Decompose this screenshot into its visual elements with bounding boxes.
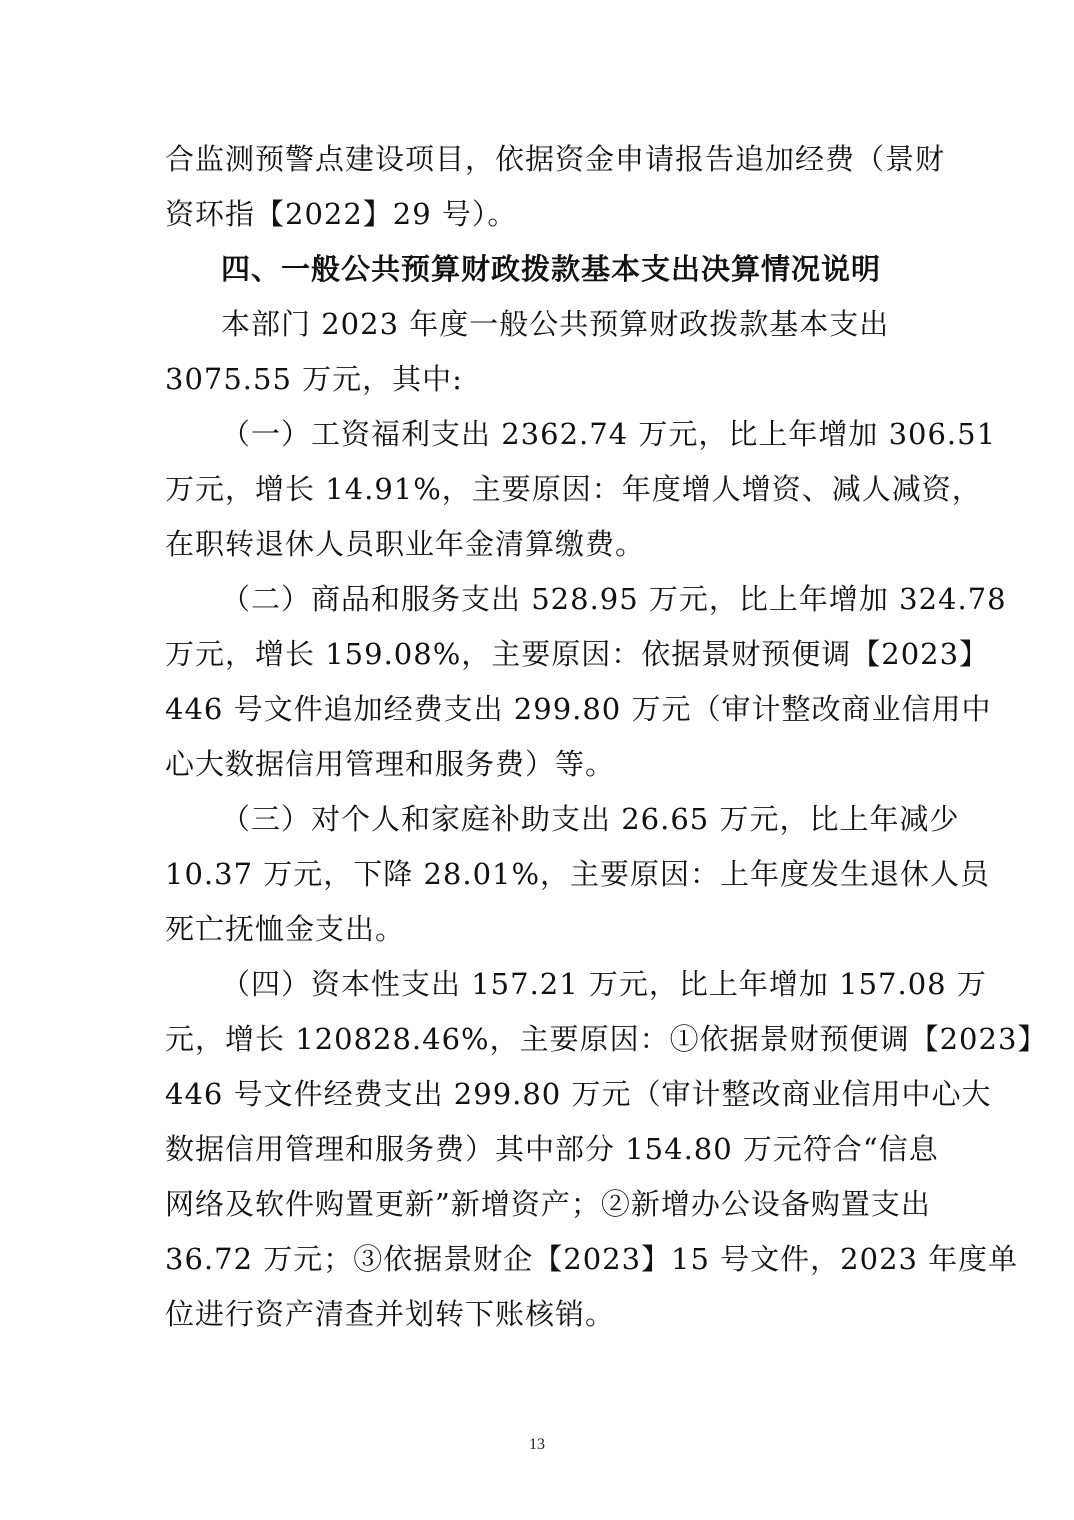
paragraph-line: 元，增长 120828.46%，主要原因：①依据景财预便调【2023】 — [165, 1022, 1048, 1056]
paragraph-line: 在职转退休人员职业年金清算缴费。 — [165, 527, 646, 561]
paragraph-line: 446 号文件追加经费支出 299.80 万元（审计整改商业信用中 — [165, 692, 992, 726]
section-heading: 四、一般公共预算财政拨款基本支出决算情况说明 — [221, 252, 882, 286]
paragraph-line: 数据信用管理和服务费）其中部分 154.80 万元符合“信息 — [165, 1132, 939, 1166]
paragraph-line: 合监测预警点建设项目，依据资金申请报告追加经费（景财 — [165, 142, 946, 176]
paragraph-line: 10.37 万元，下降 28.01%，主要原因：上年度发生退休人员 — [165, 857, 991, 891]
paragraph-line: 446 号文件经费支出 299.80 万元（审计整改商业信用中心大 — [165, 1077, 992, 1111]
paragraph-line: （四）资本性支出 157.21 万元，比上年增加 157.08 万 — [221, 967, 987, 1001]
paragraph-line: 死亡抚恤金支出。 — [165, 912, 406, 946]
body-text — [165, 132, 1048, 1342]
paragraph-line: （二）商品和服务支出 528.95 万元，比上年增加 324.78 — [221, 582, 1007, 616]
paragraph-line: 万元，增长 159.08%，主要原因：依据景财预便调【2023】 — [165, 637, 990, 671]
paragraph-line: 36.72 万元；③依据景财企【2023】15 号文件，2023 年度单 — [165, 1242, 1019, 1276]
paragraph-line: 资环指【2022】29 号）。 — [165, 197, 518, 231]
paragraph-line: 网络及软件购置更新”新增资产；②新增办公设备购置支出 — [165, 1187, 931, 1221]
paragraph-line: 3075.55 万元，其中: — [165, 362, 463, 396]
paragraph-line: 位进行资产清查并划转下账核销。 — [165, 1297, 616, 1331]
paragraph-line: （一）工资福利支出 2362.74 万元，比上年增加 306.51 — [221, 417, 997, 451]
page-number: 13 — [529, 1436, 545, 1453]
paragraph-line: 万元，增长 14.91%，主要原因：年度增人增资、减人减资， — [165, 472, 982, 506]
paragraph-line: 心大数据信用管理和服务费）等。 — [165, 747, 616, 781]
paragraph-line: 本部门 2023 年度一般公共预算财政拨款基本支出 — [221, 307, 890, 341]
paragraph-line: （三）对个人和家庭补助支出 26.65 万元，比上年减少 — [221, 802, 960, 836]
